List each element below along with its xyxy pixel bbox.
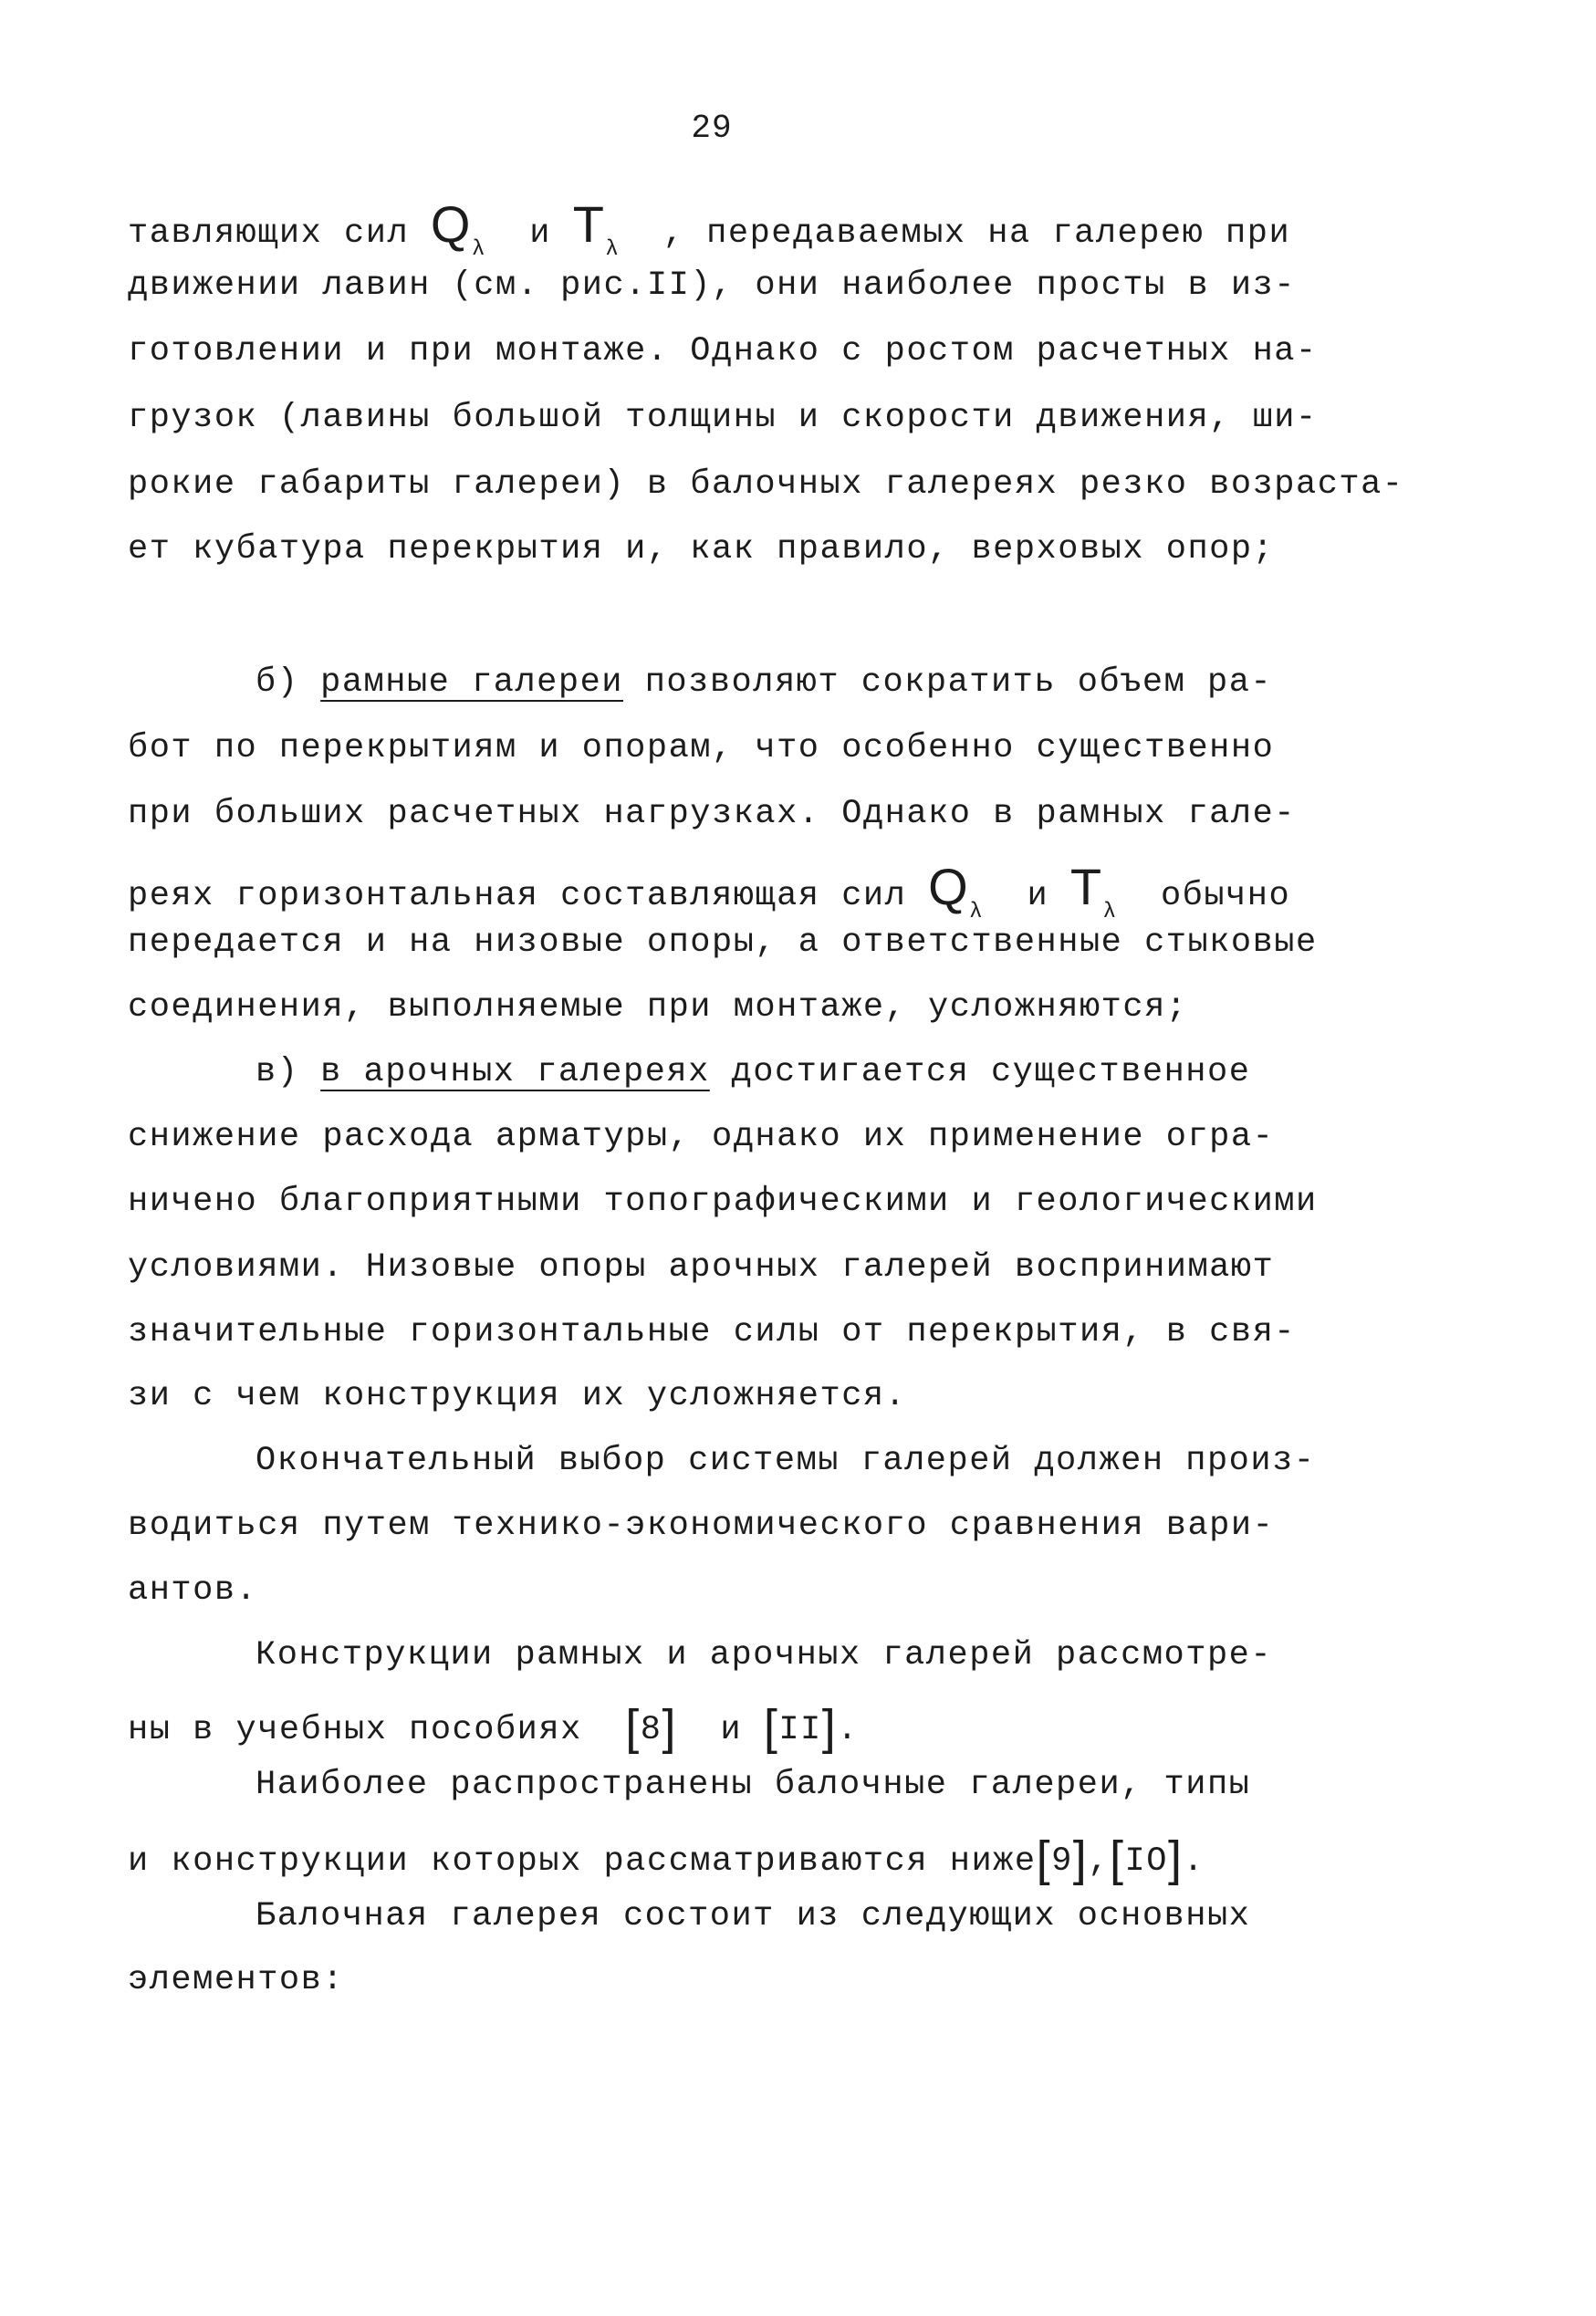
symbol-q: Q (928, 858, 970, 915)
text-line: соединения, выполняемые при монтаже, усложняются; (128, 988, 1188, 1027)
text-line: при больших расчетных нагрузках. Однако в рамных гале- (128, 795, 1296, 833)
symbol-t: T (572, 195, 606, 253)
symbol-t: T (1069, 858, 1103, 915)
citation-ref: IO (1124, 1842, 1168, 1881)
text-line: ет кубатура перекрытия и, как правило, верховых опор; (128, 530, 1275, 569)
text-line: Окончательный выбор системы галерей должен произ- (256, 1442, 1316, 1480)
text-line: движении лавин (см. рис.II), они наиболее просты в из- (128, 266, 1296, 305)
text-line: реях горизонтальная составляющая сил $Q_\lambda$ и $T_\lambda$ обычно (128, 858, 1291, 924)
subscript-lambda: λ (605, 237, 621, 262)
page-number: 29 (691, 110, 733, 147)
bracket: [ (1110, 1831, 1125, 1886)
text-line: Конструкции рамных и арочных галерей рассмотре- (256, 1636, 1273, 1674)
bracket: [ (763, 1700, 779, 1755)
bracket: [ (625, 1700, 641, 1755)
text-line: б) рамные галереи позволяют сократить объем ра- (256, 663, 1273, 702)
text-line: и конструкции которых рассматриваются ниже[9],[IO]. (128, 1831, 1205, 1886)
subscript-lambda: λ (1102, 900, 1118, 924)
text-line: в) в арочных галереях достигается существенное (256, 1053, 1251, 1091)
text-line: Наиболее распространены балочные галереи, типы (256, 1766, 1251, 1804)
text-line: антов. (128, 1571, 258, 1610)
subscript-lambda: λ (969, 900, 985, 924)
text-line: снижение расхода арматуры, однако их применение огра- (128, 1118, 1275, 1156)
bracket: ] (1167, 1831, 1184, 1886)
text-line: Балочная галерея состоит из следующих основных (256, 1897, 1251, 1935)
text-line: ны в учебных пособиях [8] и [II]. (128, 1700, 859, 1755)
text-line: зи с чем конструкция их усложняется. (128, 1377, 907, 1415)
text-line: бот по перекрытиям и опорам, что особенно существенно (128, 729, 1275, 767)
bracket: ] (821, 1700, 838, 1755)
text-line: значительные горизонтальные силы от перекрытия, в свя- (128, 1313, 1296, 1351)
citation-ref: 8 (640, 1711, 662, 1749)
text-line: грузок (лавины большой толщины и скорости движения, ши- (128, 399, 1318, 437)
text-line: рокие габариты галереи) в балочных галереях резко возраста- (128, 465, 1404, 504)
underlined-term: в арочных галереях (320, 1053, 710, 1091)
text-line: передается и на низовые опоры, а ответственные стыковые (128, 923, 1318, 962)
bracket: ] (662, 1700, 677, 1755)
citation-ref: 9 (1051, 1842, 1073, 1881)
text-line: условиями. Низовые опоры арочных галерей воспринимают (128, 1248, 1275, 1287)
bracket: [ (1036, 1831, 1052, 1886)
citation-ref: II (778, 1711, 822, 1749)
text-line: элементов: (128, 1961, 345, 1999)
text-line: готовлении и при монтаже. Однако с ростом расчетных на- (128, 332, 1318, 370)
text-line: ничено благоприятными топографическими и геологическими (128, 1183, 1318, 1221)
text-line: водиться путем технико-экономического сравнения вари- (128, 1507, 1275, 1545)
underlined-term: рамные галереи (320, 663, 623, 702)
bracket: ] (1072, 1831, 1089, 1886)
text-line: тавляющих сил $Q_\lambda$ и $T_\lambda$ , передаваемых на галерею при (128, 195, 1291, 262)
subscript-lambda: λ (471, 237, 486, 262)
symbol-q: Q (430, 195, 472, 253)
